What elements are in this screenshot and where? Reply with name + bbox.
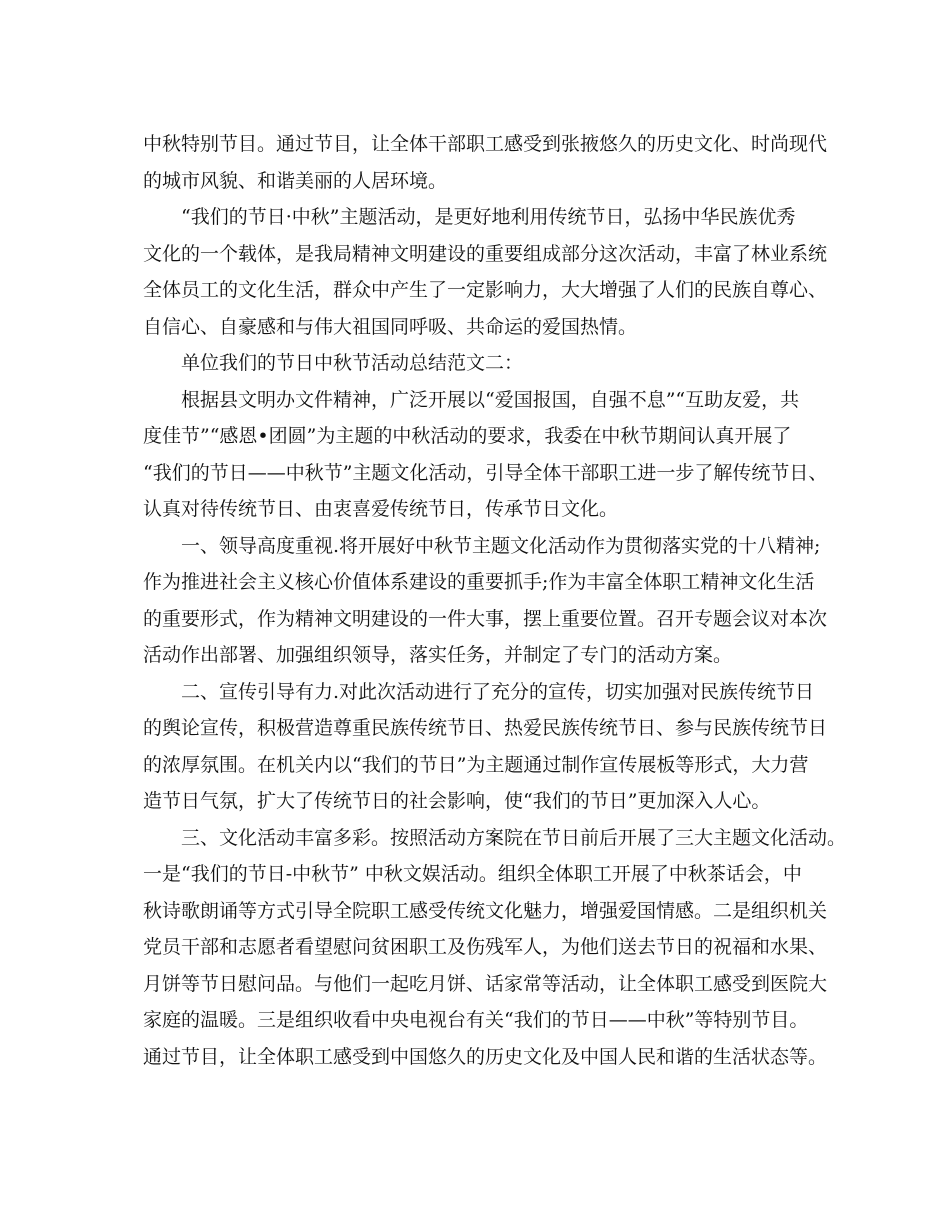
text-line: 活动作出部署、加强组织领导，落实任务，并制定了专门的活动方案。 (143, 644, 733, 666)
text-line: 的城市风貌、和谐美丽的人居环境。 (143, 169, 448, 192)
text-line: 度佳节”“感恩•团圆”为主题的中秋活动的要求，我委在中秋节期间认真开展了 (143, 425, 792, 447)
text-line: 秋诗歌朗诵等方式引导全院职工感受传统文化魅力，增强爱国情感。二是组织机关 (143, 899, 828, 922)
text-line: 月饼等节日慰问品。与他们一起吃月饼、话家常等活动，让全体职工感受到医院大 (143, 972, 828, 995)
text-line: 的舆论宣传，积极营造尊重民族传统节日、热爱民族传统节日、参与民族传统节日 (143, 717, 828, 739)
text-line: 造节日气氛，扩大了传统节日的社会影响，使“我们的节日”更加深入人心。 (143, 790, 771, 812)
text-line: 二、宣传引导有力.对此次活动进行了充分的宣传，切实加强对民族传统节日 (181, 680, 815, 703)
text-line: 单位我们的节日中秋节活动总结范文二： (181, 352, 524, 374)
text-line: 一是“我们的节日-中秋节” 中秋文娱活动。组织全体职工开展了中秋茶话会，中 (143, 863, 802, 885)
text-line: 三、文化活动丰富多彩。按照活动方案院在节日前后开展了三大主题文化活动。 (181, 826, 847, 849)
document-body (143, 126, 847, 1075)
text-line: 自信心、自豪感和与伟大祖国同呼吸、共命运的爱国热情。 (143, 315, 638, 338)
text-line: 的重要形式，作为精神文明建设的一件大事，摆上重要位置。召开专题会议对本次 (143, 607, 828, 630)
text-line: 文化的一个载体，是我局精神文明建设的重要组成部分这次活动，丰富了林业系统 (143, 242, 828, 265)
text-line: 认真对待传统节日、由衷喜爱传统节日，传承节日文化。 (143, 498, 619, 520)
text-line: “我们的节日——中秋节”主题文化活动，引导全体干部职工进一步了解传统节日、 (143, 461, 828, 484)
text-line: 中秋特别节目。通过节目，让全体干部职工感受到张掖悠久的历史文化、时尚现代 (143, 133, 828, 155)
text-line: 党员干部和志愿者看望慰问贫困职工及伤残军人，为他们送去节日的祝福和水果、 (143, 936, 828, 958)
text-line: 通过节目，让全体职工感受到中国悠久的历史文化及中国人民和谐的生活状态等。 (143, 1045, 828, 1068)
text-line: 一、领导高度重视.将开展好中秋节主题文化活动作为贯彻落实党的十八精神; (181, 534, 821, 557)
text-line: 根据县文明办文件精神，广泛开展以“爱国报国，自强不息”“互助友爱，共 (181, 388, 800, 411)
text-line: “我们的节日·中秋”主题活动，是更好地利用传统节日，弘扬中华民族优秀 (181, 206, 796, 228)
text-line: 家庭的温暖。三是组织收看中央电视台有关“我们的节日——中秋”等特别节目。 (143, 1009, 809, 1031)
text-line: 全体员工的文化生活，群众中产生了一定影响力，大大增强了人们的民族自尊心、 (143, 279, 828, 301)
text-line: 作为推进社会主义核心价值体系建设的重要抓手;作为丰富全体职工精神文化生活 (143, 571, 815, 593)
text-line: 的浓厚氛围。在机关内以“我们的节日”为主题通过制作宣传展板等形式，大力营 (143, 753, 809, 776)
